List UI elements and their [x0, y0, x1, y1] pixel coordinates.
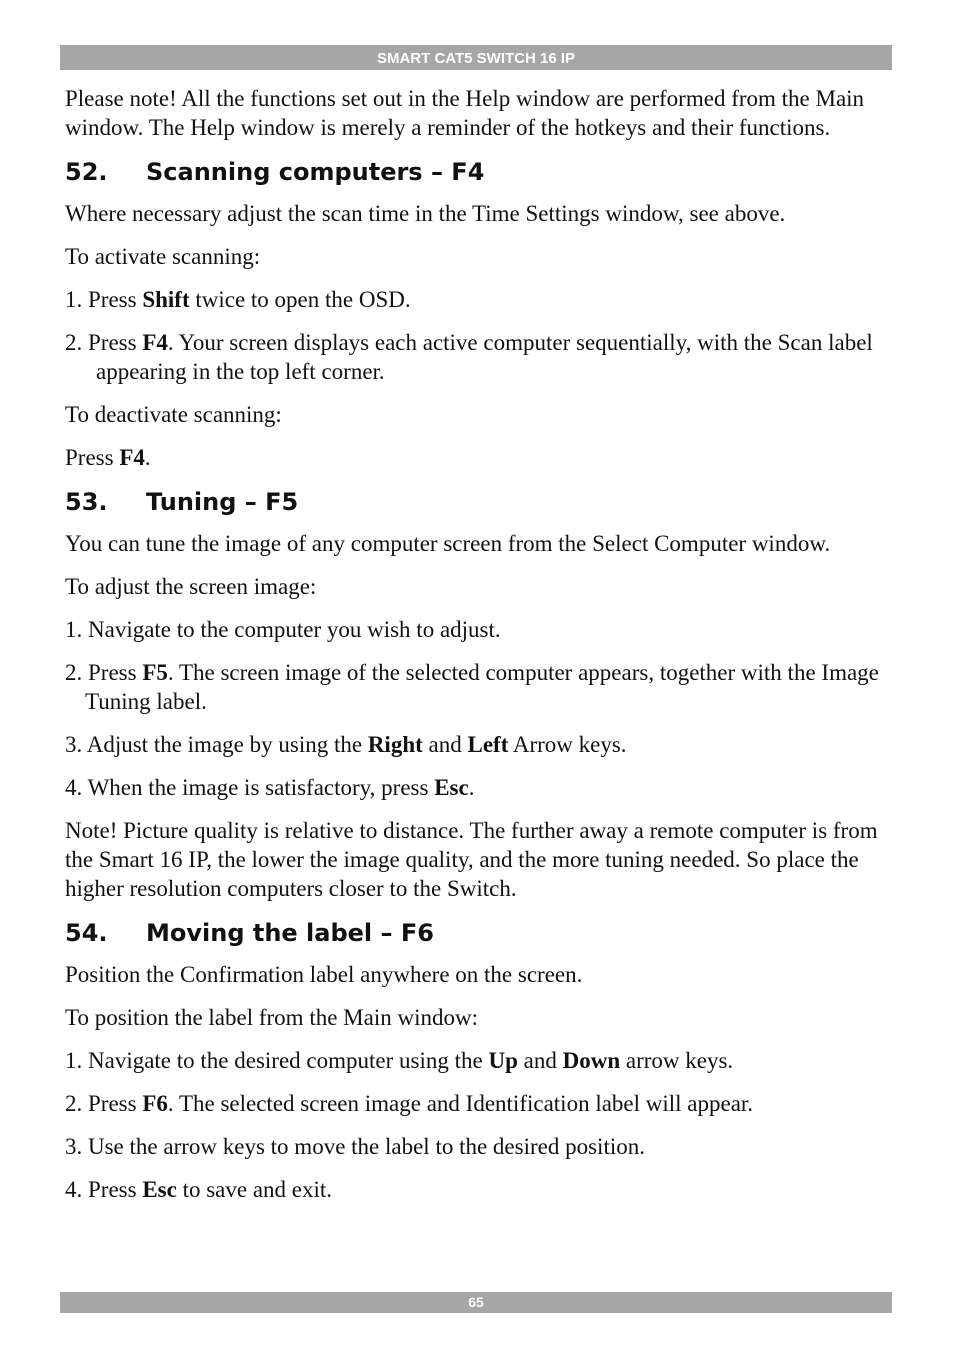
- text-run: arrow keys.: [620, 1048, 734, 1073]
- text-run: Press: [65, 445, 120, 470]
- key-name: Esc: [142, 1177, 177, 1202]
- list-item: [65, 1175, 887, 1204]
- section-54-heading: [65, 918, 887, 948]
- key-name: Up: [488, 1048, 518, 1073]
- text-run: . The screen image of the selected computer appears, together with the Image Tuning label.: [85, 660, 879, 714]
- text-run: 1. Press: [65, 287, 143, 312]
- page-number: 65: [468, 1294, 484, 1310]
- section-53-heading: [65, 487, 887, 517]
- text-run: 2. Press: [65, 660, 143, 685]
- key-name: Right: [367, 732, 423, 757]
- section-number: 52.: [65, 158, 108, 186]
- text-run: .: [468, 775, 475, 800]
- text-run: 2. Press: [65, 330, 143, 355]
- text-run: . Your screen displays each active computer sequentially, with the Scan label appearing in the top left corner.: [96, 330, 873, 384]
- text-run: and: [517, 1048, 563, 1073]
- paragraph: [65, 443, 887, 472]
- key-name: F6: [142, 1091, 168, 1116]
- paragraph: Position the Confirmation label anywhere on the screen.: [65, 962, 583, 987]
- section-title: Scanning computers – F4: [146, 158, 485, 186]
- key-name: F5: [142, 660, 168, 685]
- key-name: F4: [119, 445, 145, 470]
- paragraph: To activate scanning:: [65, 244, 261, 269]
- text-run: 4. When the image is satisfactory, press: [65, 775, 435, 800]
- paragraph: Where necessary adjust the scan time in the Time Settings window, see above.: [65, 201, 786, 226]
- section-title: Moving the label – F6: [146, 919, 434, 947]
- paragraph: You can tune the image of any computer screen from the Select Computer window.: [65, 531, 831, 556]
- list-item: 1. Navigate to the computer you wish to adjust.: [65, 617, 501, 642]
- header-title: SMART CAT5 SWITCH 16 IP: [376, 50, 576, 67]
- text-run: Arrow keys.: [508, 732, 627, 757]
- list-item: [65, 1046, 887, 1075]
- list-item: [65, 773, 887, 802]
- text-run: and: [422, 732, 468, 757]
- page-footer: [60, 1292, 892, 1313]
- section-title: Tuning – F5: [146, 488, 299, 516]
- key-name: Esc: [434, 775, 469, 800]
- intro-paragraph: Please note! All the functions set out in the Help window are performed from the Main window. The Help window is merely a reminder of the hotkeys and their functions.: [65, 86, 865, 140]
- text-run: .: [144, 445, 151, 470]
- page-content: [65, 84, 887, 1218]
- paragraph: To adjust the screen image:: [65, 574, 317, 599]
- list-item: [65, 285, 887, 314]
- list-item: [65, 658, 887, 716]
- list-item: 3. Use the arrow keys to move the label to the desired position.: [65, 1134, 645, 1159]
- paragraph: To deactivate scanning:: [65, 402, 282, 427]
- section-number: 54.: [65, 919, 108, 947]
- page-header: [60, 45, 892, 70]
- list-item: [65, 328, 887, 386]
- paragraph: To position the label from the Main window:: [65, 1005, 478, 1030]
- text-run: 4. Press: [65, 1177, 143, 1202]
- section-52-heading: [65, 157, 887, 187]
- key-name: Shift: [142, 287, 190, 312]
- note-paragraph: Note! Picture quality is relative to distance. The further away a remote computer is from the Smart 16 IP, the lower the image quality, and the more tuning needed. So place the higher resolution computers closer to the Switch.: [65, 818, 878, 901]
- text-run: twice to open the OSD.: [189, 287, 411, 312]
- list-item: [65, 1089, 887, 1118]
- text-run: . The selected screen image and Identification label will appear.: [167, 1091, 754, 1116]
- list-item: [65, 730, 887, 759]
- text-run: 3. Adjust the image by using the: [65, 732, 368, 757]
- key-name: Down: [562, 1048, 621, 1073]
- section-number: 53.: [65, 488, 108, 516]
- text-run: to save and exit.: [176, 1177, 333, 1202]
- text-run: 2. Press: [65, 1091, 143, 1116]
- text-run: 1. Navigate to the desired computer using the: [65, 1048, 489, 1073]
- key-name: F4: [142, 330, 168, 355]
- key-name: Left: [467, 732, 509, 757]
